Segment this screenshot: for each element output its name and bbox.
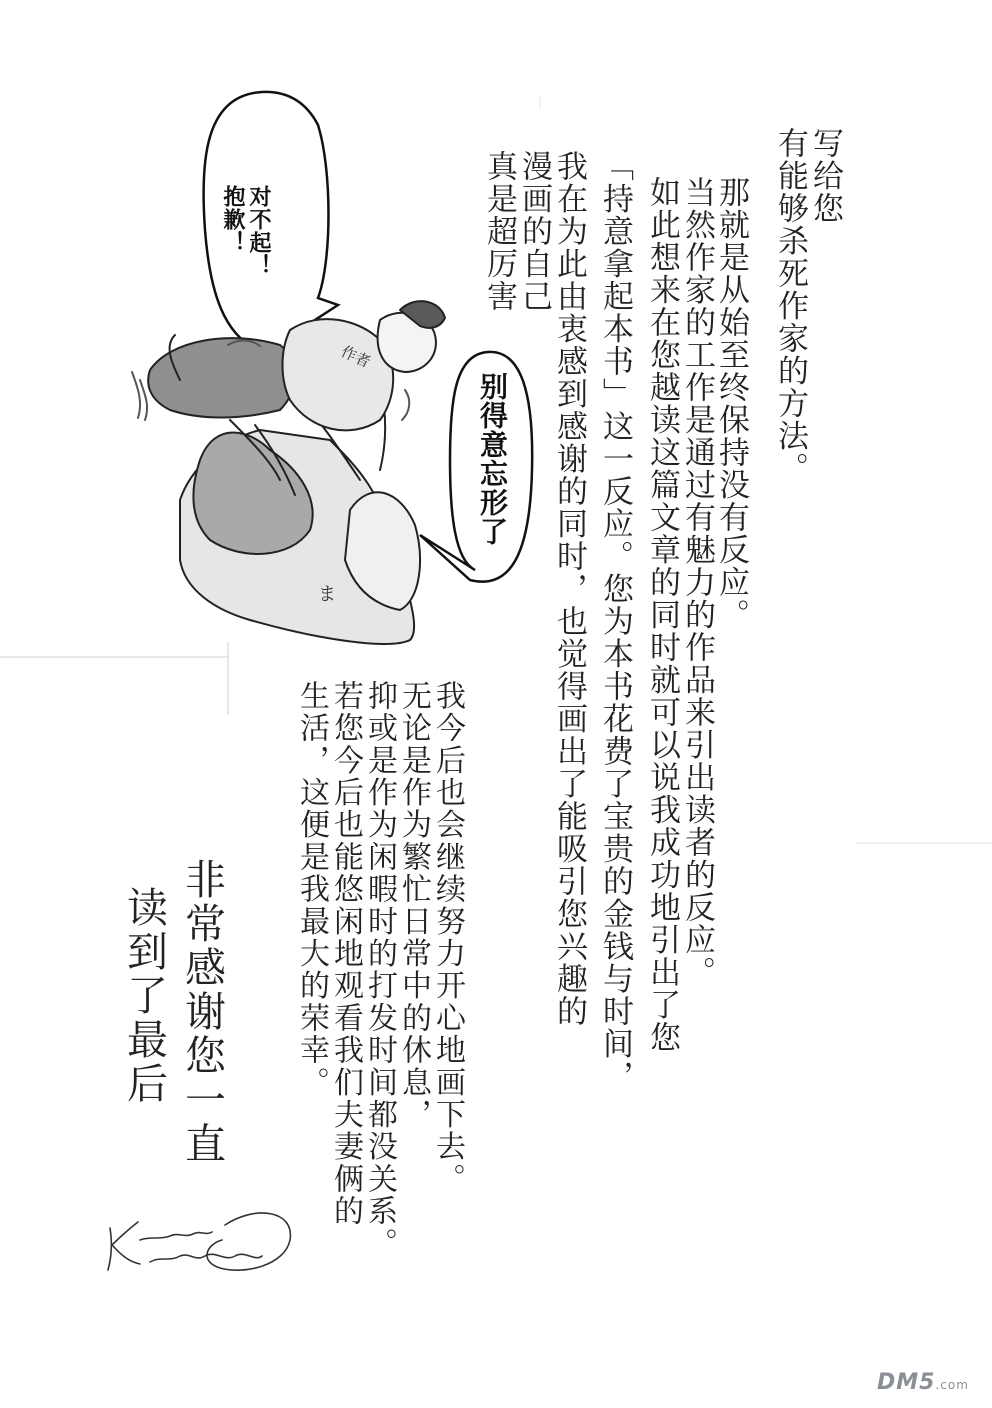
passage-middle-line-1: 我今后也会继续努力开心地画下去。: [430, 680, 465, 1196]
passage-top-line-1: 写给您: [807, 127, 843, 225]
passage-middle-line-5: 生活，这便是我最大的荣幸。: [294, 680, 329, 1099]
watermark-suffix: .com: [935, 1378, 969, 1392]
shirt-label-bottom: ま: [318, 584, 336, 605]
passage-middle-line-2: 无论是作为繁忙日常中的休息，: [396, 680, 431, 1131]
passage-middle-line-3: 抑或是作为闲暇时的打发时间都没关系。: [362, 680, 397, 1260]
passage-top-line-6: 「持意拿起本书」这一反应。您为本书花费了宝贵的金钱与时间，: [597, 150, 633, 1093]
passage-top-line-5: 如此想来在您越读这篇文章的同时就可以说我成功地引出了您: [644, 176, 680, 1054]
site-watermark-logo: [877, 1370, 969, 1395]
bubble-warning-text: 别得意忘形了: [476, 372, 509, 546]
passage-top-line-8: 漫画的自己: [516, 150, 552, 313]
closing-line-1: 非常感谢您一直: [178, 858, 226, 1166]
bubble-apology-line-2: 抱歉！: [220, 185, 245, 254]
passage-top-line-9: 真是超厉害: [481, 150, 517, 313]
closing-line-2: 读到了最后: [120, 886, 168, 1106]
passage-top-line-7: 我在为此由衷感到感谢的同时，也觉得画出了能吸引您兴趣的: [551, 150, 587, 1028]
passage-top-line-2: 有能够杀死作家的方法。: [772, 127, 808, 485]
passage-top-line-4: 当然作家的工作是通过有魅力的作品来引出读者的反应。: [679, 176, 715, 989]
bubble-apology-line-1: 对不起！: [246, 185, 271, 277]
shirt-label-top: 作者: [338, 342, 374, 372]
watermark-brand: DM5: [877, 1370, 936, 1395]
passage-middle-line-4: 若您今后也能悠闲地观看我们夫妻俩的: [328, 680, 363, 1228]
passage-top-line-3: 那就是从始至终保持没有反应。: [713, 176, 749, 631]
